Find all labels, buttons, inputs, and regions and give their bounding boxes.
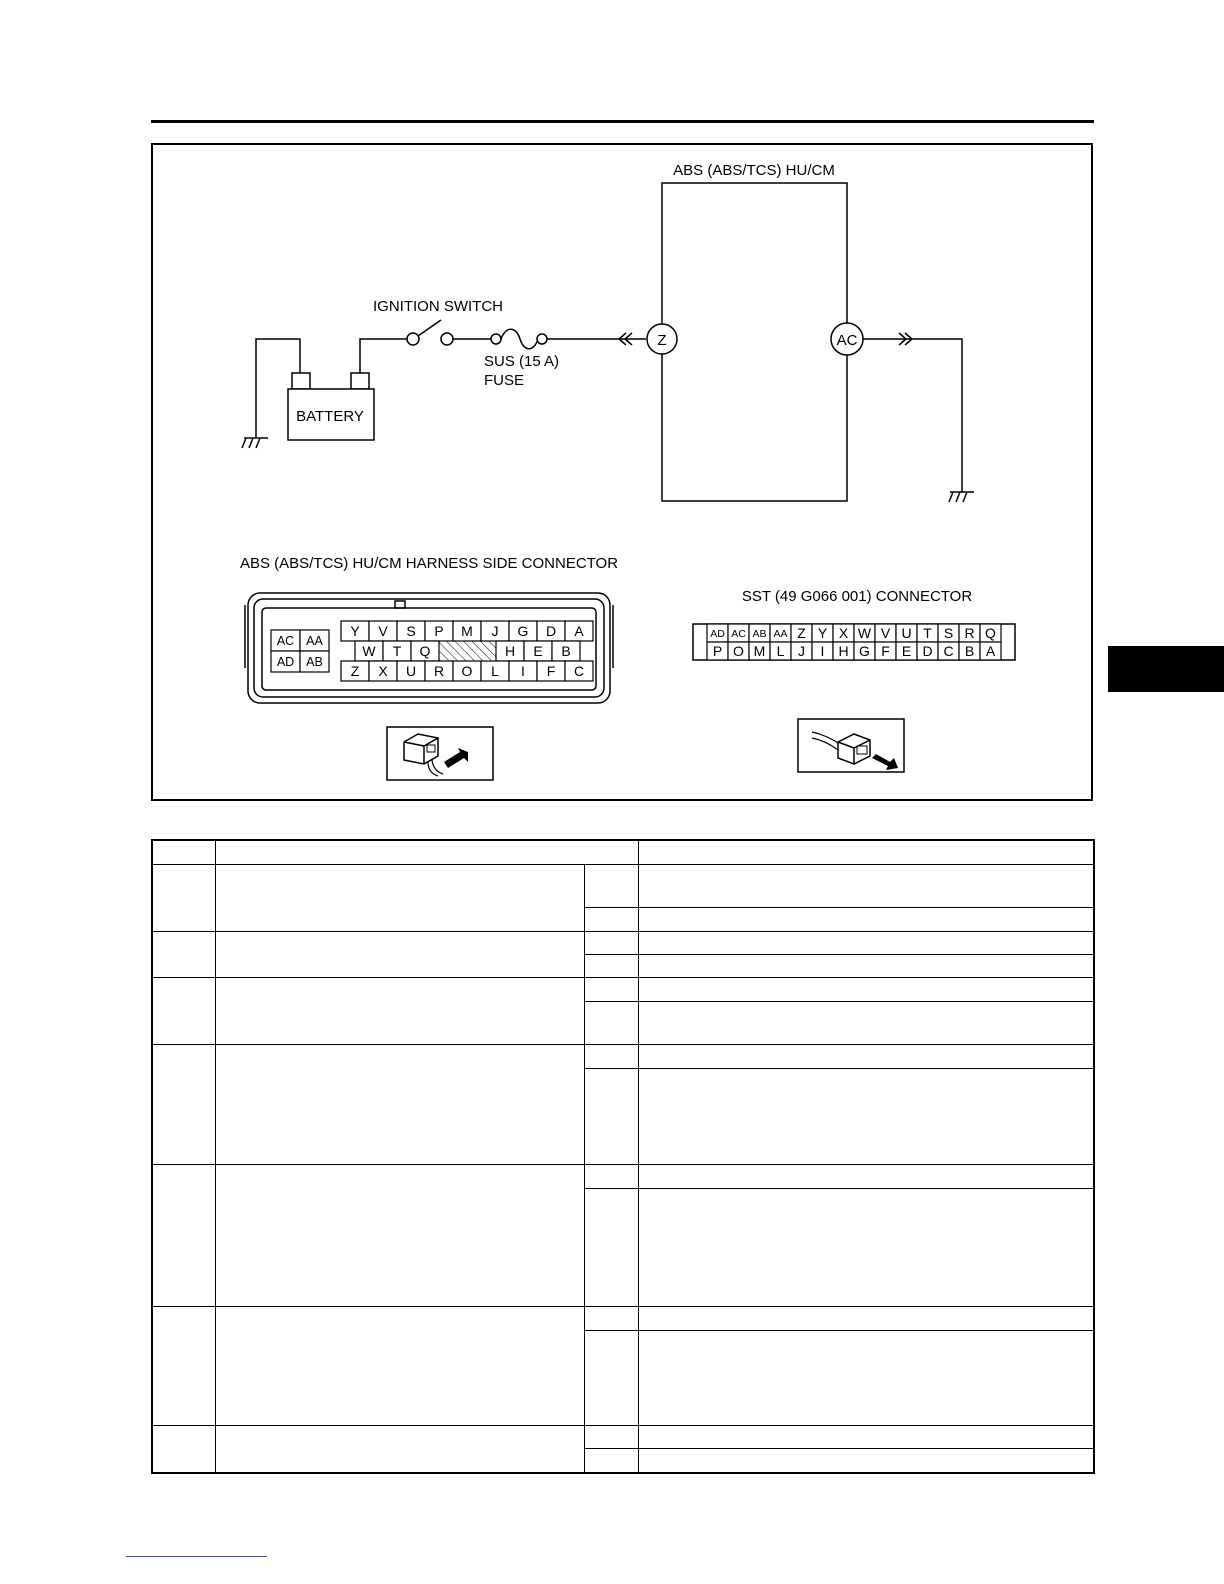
pin-label: D <box>545 623 557 640</box>
action-cell <box>638 1426 1094 1449</box>
pin-label: Z <box>350 663 360 680</box>
pin-label: M <box>461 623 473 640</box>
inspection-cell <box>215 1045 584 1165</box>
pin-label: G <box>859 643 870 660</box>
table-row <box>152 977 1094 1001</box>
pin-label: T <box>923 625 932 642</box>
battery-label: BATTERY <box>296 408 364 425</box>
pin-label: Y <box>817 625 828 642</box>
pin-label: J <box>798 643 805 660</box>
step-cell <box>152 931 215 977</box>
pin-label: AD <box>710 627 725 640</box>
action-cell <box>638 1001 1094 1044</box>
action-cell <box>638 1045 1094 1069</box>
pin-label: T <box>392 643 402 660</box>
table-row <box>152 1306 1094 1330</box>
inspection-cell <box>215 931 584 977</box>
table-row <box>152 931 1094 954</box>
pin-label: U <box>405 663 417 680</box>
pin-label: D <box>922 643 933 660</box>
fuse-label-type: FUSE <box>484 372 525 389</box>
harness-view-icon <box>387 727 493 780</box>
result-cell <box>584 1045 638 1069</box>
wire-module-to-ground <box>863 339 962 492</box>
module-ground <box>949 492 974 502</box>
sst-pin-grid <box>693 624 1015 660</box>
sst-connector-title: SST (49 G066 001) CONNECTOR <box>741 588 973 605</box>
terminal-z <box>647 324 677 354</box>
harness-blank-slot <box>438 641 496 661</box>
pin-label: AB <box>752 627 767 640</box>
step-cell <box>152 1165 215 1306</box>
result-cell <box>584 1001 638 1044</box>
table-header-row <box>152 840 1094 864</box>
header-inspection-cell <box>215 840 638 864</box>
sst-view-icon <box>798 719 904 772</box>
action-cell <box>638 1189 1094 1306</box>
action-cell <box>638 1449 1094 1473</box>
step-cell <box>152 977 215 1044</box>
step-cell <box>152 1306 215 1425</box>
pin-label: Q <box>985 625 996 642</box>
pin-label: V <box>880 625 891 642</box>
sus-fuse <box>491 329 547 349</box>
pin-label: L <box>776 643 785 660</box>
harness-connector-title: ABS (ABS/TCS) HU/CM HARNESS SIDE CONNECTOR <box>239 555 619 572</box>
action-cell <box>638 977 1094 1001</box>
table-row <box>152 1165 1094 1189</box>
header-step-cell <box>152 840 215 864</box>
result-cell <box>584 954 638 977</box>
pin-label: J <box>491 623 499 640</box>
pin-label: W <box>362 643 376 660</box>
pin-label: AC <box>731 627 746 640</box>
result-cell <box>584 864 638 907</box>
terminal-ac <box>831 323 863 355</box>
pin-label: S <box>943 625 954 642</box>
pin-label: P <box>712 643 723 660</box>
diagram-frame <box>152 144 1092 800</box>
inspection-cell <box>215 864 584 931</box>
action-cell <box>638 864 1094 907</box>
pin-label: C <box>573 663 585 680</box>
inspection-table <box>151 839 1095 1474</box>
terminal-ac-label: AC <box>836 332 858 349</box>
result-cell <box>584 1069 638 1165</box>
inspection-cell <box>215 1306 584 1425</box>
pin-label: AA <box>306 634 323 648</box>
pin-label: W <box>857 625 872 642</box>
result-cell <box>584 1330 638 1425</box>
result-cell <box>584 907 638 931</box>
harness-pin-grid <box>271 621 593 681</box>
pin-label: M <box>753 643 766 660</box>
terminal-z-label: Z <box>657 332 667 349</box>
pin-label: G <box>517 623 529 640</box>
pin-label: AC <box>276 634 295 648</box>
pin-label: AA <box>773 627 788 640</box>
pin-label: B <box>561 643 571 660</box>
step-cell <box>152 864 215 931</box>
pin-label: I <box>820 643 825 660</box>
result-cell <box>584 1189 638 1306</box>
pin-label: H <box>838 643 849 660</box>
result-cell <box>584 1449 638 1473</box>
module-box <box>662 183 847 501</box>
table-row <box>152 1045 1094 1069</box>
pin-label: I <box>521 663 525 680</box>
inspection-cell <box>215 1165 584 1306</box>
pin-label: E <box>533 643 543 660</box>
pin-label: V <box>378 623 388 640</box>
pin-label: AD <box>276 655 295 669</box>
action-cell <box>638 907 1094 931</box>
inspection-cell <box>215 977 584 1044</box>
pin-label: R <box>433 663 445 680</box>
pin-label: L <box>491 663 499 680</box>
pin-label: H <box>504 643 516 660</box>
pin-label: C <box>943 643 954 660</box>
pin-label: O <box>733 643 744 660</box>
fuse-label-rating: SUS (15 A) <box>484 353 560 370</box>
result-cell <box>584 1426 638 1449</box>
pin-label: A <box>574 623 584 640</box>
pin-label: E <box>901 643 912 660</box>
step-cell <box>152 1045 215 1165</box>
bottom-link-underline[interactable] <box>126 1556 267 1557</box>
pin-label: Y <box>350 623 360 640</box>
action-cell <box>638 954 1094 977</box>
pin-label: A <box>985 643 996 660</box>
pin-label: F <box>881 643 890 660</box>
module-label: ABS (ABS/TCS) HU/CM <box>673 162 835 179</box>
wire-battery-to-switch <box>360 339 408 373</box>
battery <box>288 373 374 440</box>
action-cell <box>638 1330 1094 1425</box>
pin-label: X <box>378 663 388 680</box>
pin-label: Q <box>419 643 431 660</box>
result-cell <box>584 1306 638 1330</box>
pin-label: S <box>406 623 416 640</box>
ignition-switch <box>373 298 503 345</box>
step-cell <box>152 1426 215 1473</box>
table-row <box>152 864 1094 907</box>
action-cell <box>638 931 1094 954</box>
pin-label: P <box>434 623 444 640</box>
result-cell <box>584 977 638 1001</box>
ignition-switch-label: IGNITION SWITCH <box>373 298 503 315</box>
action-cell <box>638 1165 1094 1189</box>
result-cell <box>584 1165 638 1189</box>
pin-label: U <box>901 625 912 642</box>
header-action-cell <box>638 840 1094 864</box>
action-cell <box>638 1306 1094 1330</box>
action-cell <box>638 1069 1094 1165</box>
pin-label: R <box>964 625 975 642</box>
pin-label: F <box>546 663 556 680</box>
pin-label: B <box>964 643 975 660</box>
pin-label: Z <box>797 625 806 642</box>
pin-label: X <box>838 625 849 642</box>
table-row <box>152 1426 1094 1449</box>
result-cell <box>584 931 638 954</box>
pin-label: O <box>461 663 473 680</box>
pin-label: AB <box>306 655 323 669</box>
inspection-cell <box>215 1426 584 1473</box>
